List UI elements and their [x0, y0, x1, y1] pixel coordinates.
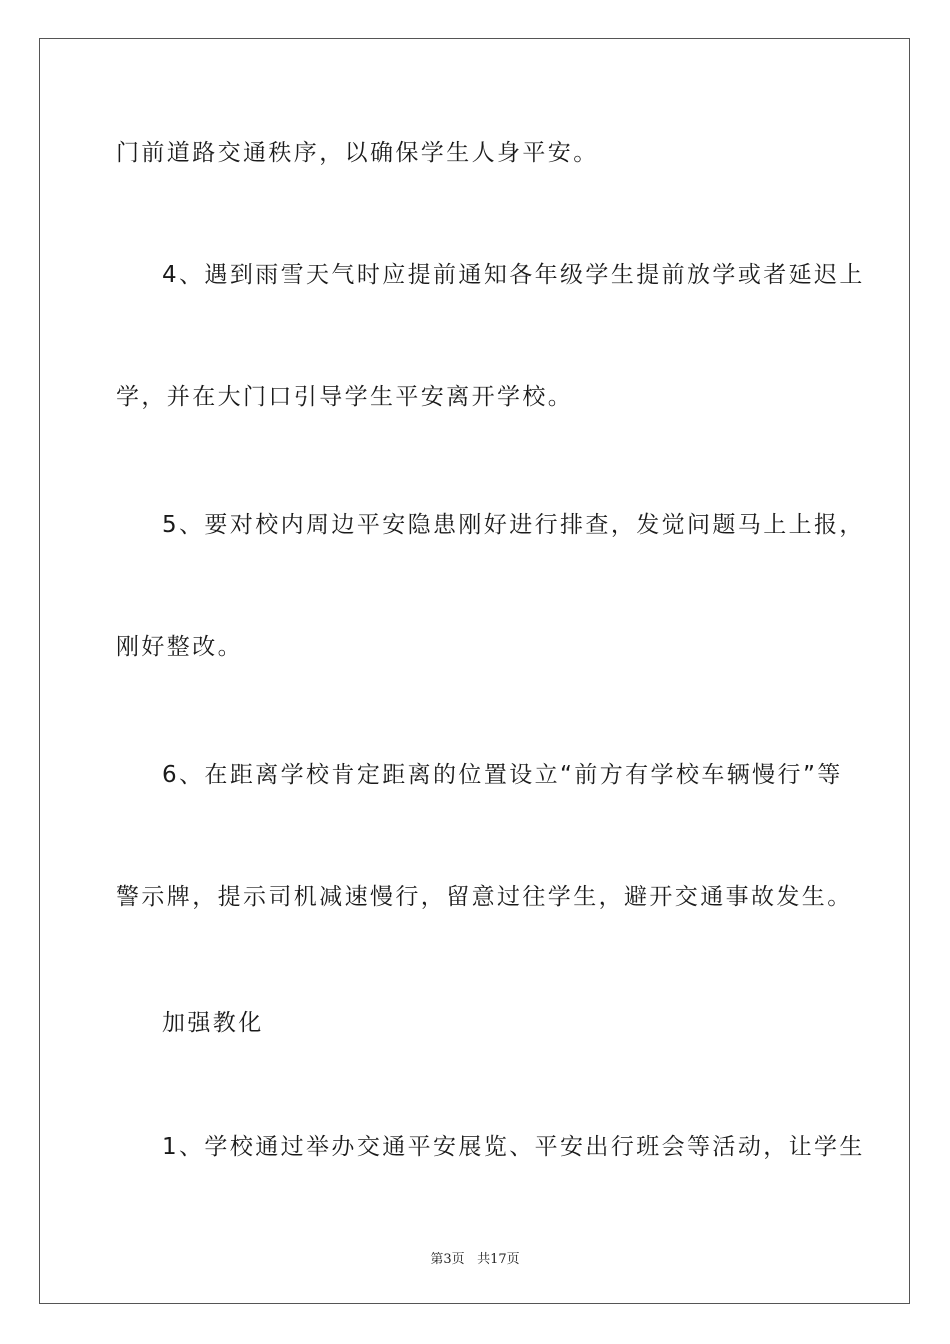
page-total: 共17页 — [477, 1252, 520, 1267]
body-line-8: 1、学校通过举办交通平安展览、平安出行班会等活动，让学生 — [162, 1134, 865, 1160]
body-line-3: 学，并在大门口引导学生平安离开学校。 — [116, 384, 574, 410]
body-line-5: 刚好整改。 — [116, 634, 243, 660]
body-line-6: 6、在距离学校肯定距离的位置设立“前方有学校车辆慢行”等 — [162, 762, 843, 788]
body-line-4: 5、要对校内周边平安隐患刚好进行排查，发觉问题马上上报， — [162, 512, 865, 538]
body-line-7: 警示牌，提示司机减速慢行，留意过往学生，避开交通事故发生。 — [116, 884, 853, 910]
page-frame — [39, 38, 910, 1304]
body-line-1: 门前道路交通秩序，以确保学生人身平安。 — [116, 140, 599, 166]
page-footer — [0, 1248, 950, 1267]
section-heading: 加强教化 — [162, 1010, 264, 1036]
page-number: 第3页 — [430, 1252, 465, 1267]
body-line-2: 4、遇到雨雪天气时应提前通知各年级学生提前放学或者延迟上 — [162, 262, 865, 288]
